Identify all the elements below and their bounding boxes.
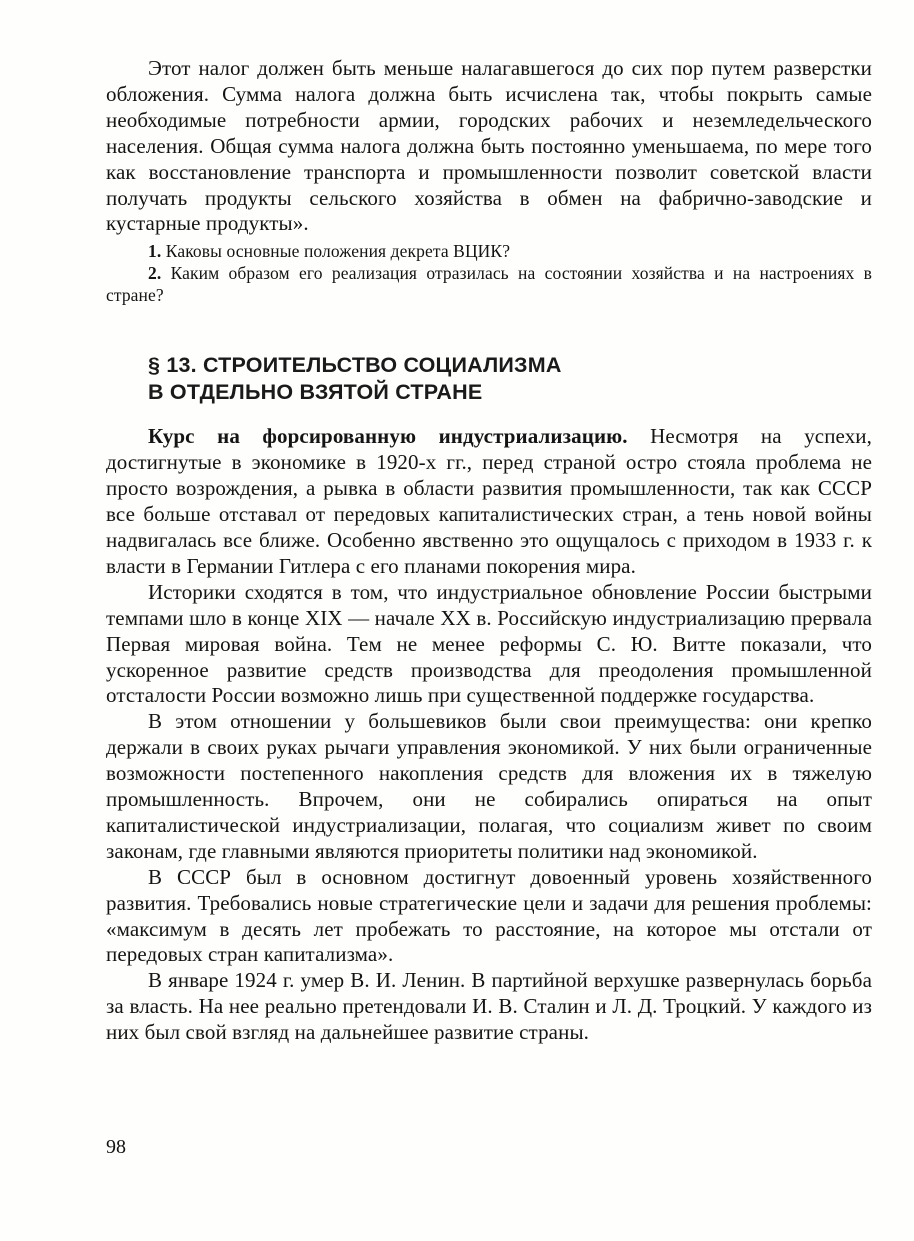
section-heading-line2: В ОТДЕЛЬНО ВЗЯТОЙ СТРАНЕ (148, 380, 483, 405)
paragraph-4-text: В СССР был в основном достигнут довоенный уровень хозяйственного развития. Требовались новые стратегические цели и задачи для решения проблемы: «максимум в десять лет пробежать то расстояние, на которое мы отстали от передовых стран капитализма». (106, 864, 872, 967)
section-heading-line1: § 13. СТРОИТЕЛЬСТВО СОЦИАЛИЗМА (148, 353, 562, 378)
question-1-text: Каковы основные положения декрета ВЦИК? (161, 241, 511, 262)
quote-paragraph (106, 56, 872, 237)
paragraph-1-lead: Курс на форсированную индустриализацию. (148, 424, 651, 449)
question-2 (106, 262, 872, 306)
text-column (106, 56, 872, 1046)
questions-block (106, 240, 872, 306)
paragraph-5-text: В январе 1924 г. умер В. И. Ленин. В партийной верхушке развернулась борьба за власть. На нее реально претендовали И. В. Сталин и Л. Д. Троцкий. У каждого из них был свой взгляд на дальнейшее развитие страны. (106, 968, 872, 1045)
paragraph-2 (106, 580, 872, 710)
paragraph-4 (106, 865, 872, 969)
question-2-text: Каким образом его реализация отразилась на состоянии хозяйства и на настроениях в стране? (106, 263, 872, 306)
paragraph-1 (106, 424, 872, 579)
section-heading (106, 352, 872, 406)
question-1 (106, 240, 872, 262)
paragraph-5 (106, 968, 872, 1046)
paragraph-3-text: В этом отношении у большевиков были свои преимущества: они крепко держали в своих руках рычаги управления экономикой. У них были ограниченные возможности постепенного накопления средств для вложения их в тяжелую промышленность. Впрочем, они не собирались опираться на опыт капиталистической индустриализации, полагая, что социализм живет по своим законам, где главными являются приоритеты политики над экономикой. (106, 709, 872, 863)
paragraph-3 (106, 709, 872, 864)
question-2-number: 2. (148, 263, 162, 284)
paragraph-1-text: Несмотря на успехи, достигнутые в экономике в 1920-х гг., перед страной остро стояла проблема не просто возрождения, а рывка в области развития промышленности, так как СССР все больше отставал от передовых капиталистических стран, а тень новой войны надвигалась все ближе. Особенно явственно это ощущалось с приходом в 1933 г. к власти в Германии Гитлера с его планами покорения мира. (106, 424, 872, 578)
quote-paragraph-text: Этот налог должен быть меньше налагавшегося до сих пор путем разверстки обложения. Сумма налога должна быть исчислена так, чтобы покрыть самые необходимые потребности армии, городских рабочих и неземледельческого населения. Общая сумма налога должна быть постоянно уменьшаема, по мере того как восстановление транспорта и промышленности позволит советской власти получать продукты сельского хозяйства в обмен на фабрично-заводские и кустарные продукты». (106, 56, 872, 236)
paragraph-2-text: Историки сходятся в том, что индустриальное обновление России быстрыми темпами шло в конце XIX — начале XX в. Российскую индустриализацию прервала Первая мировая война. Тем не менее реформы С. Ю. Витте показали, что ускоренное развитие средств производства для преодоления промышленной отсталости России возможно лишь при существенной поддержке государства. (106, 579, 872, 708)
page-number: 98 (106, 1136, 126, 1158)
question-1-number: 1. (148, 241, 162, 262)
